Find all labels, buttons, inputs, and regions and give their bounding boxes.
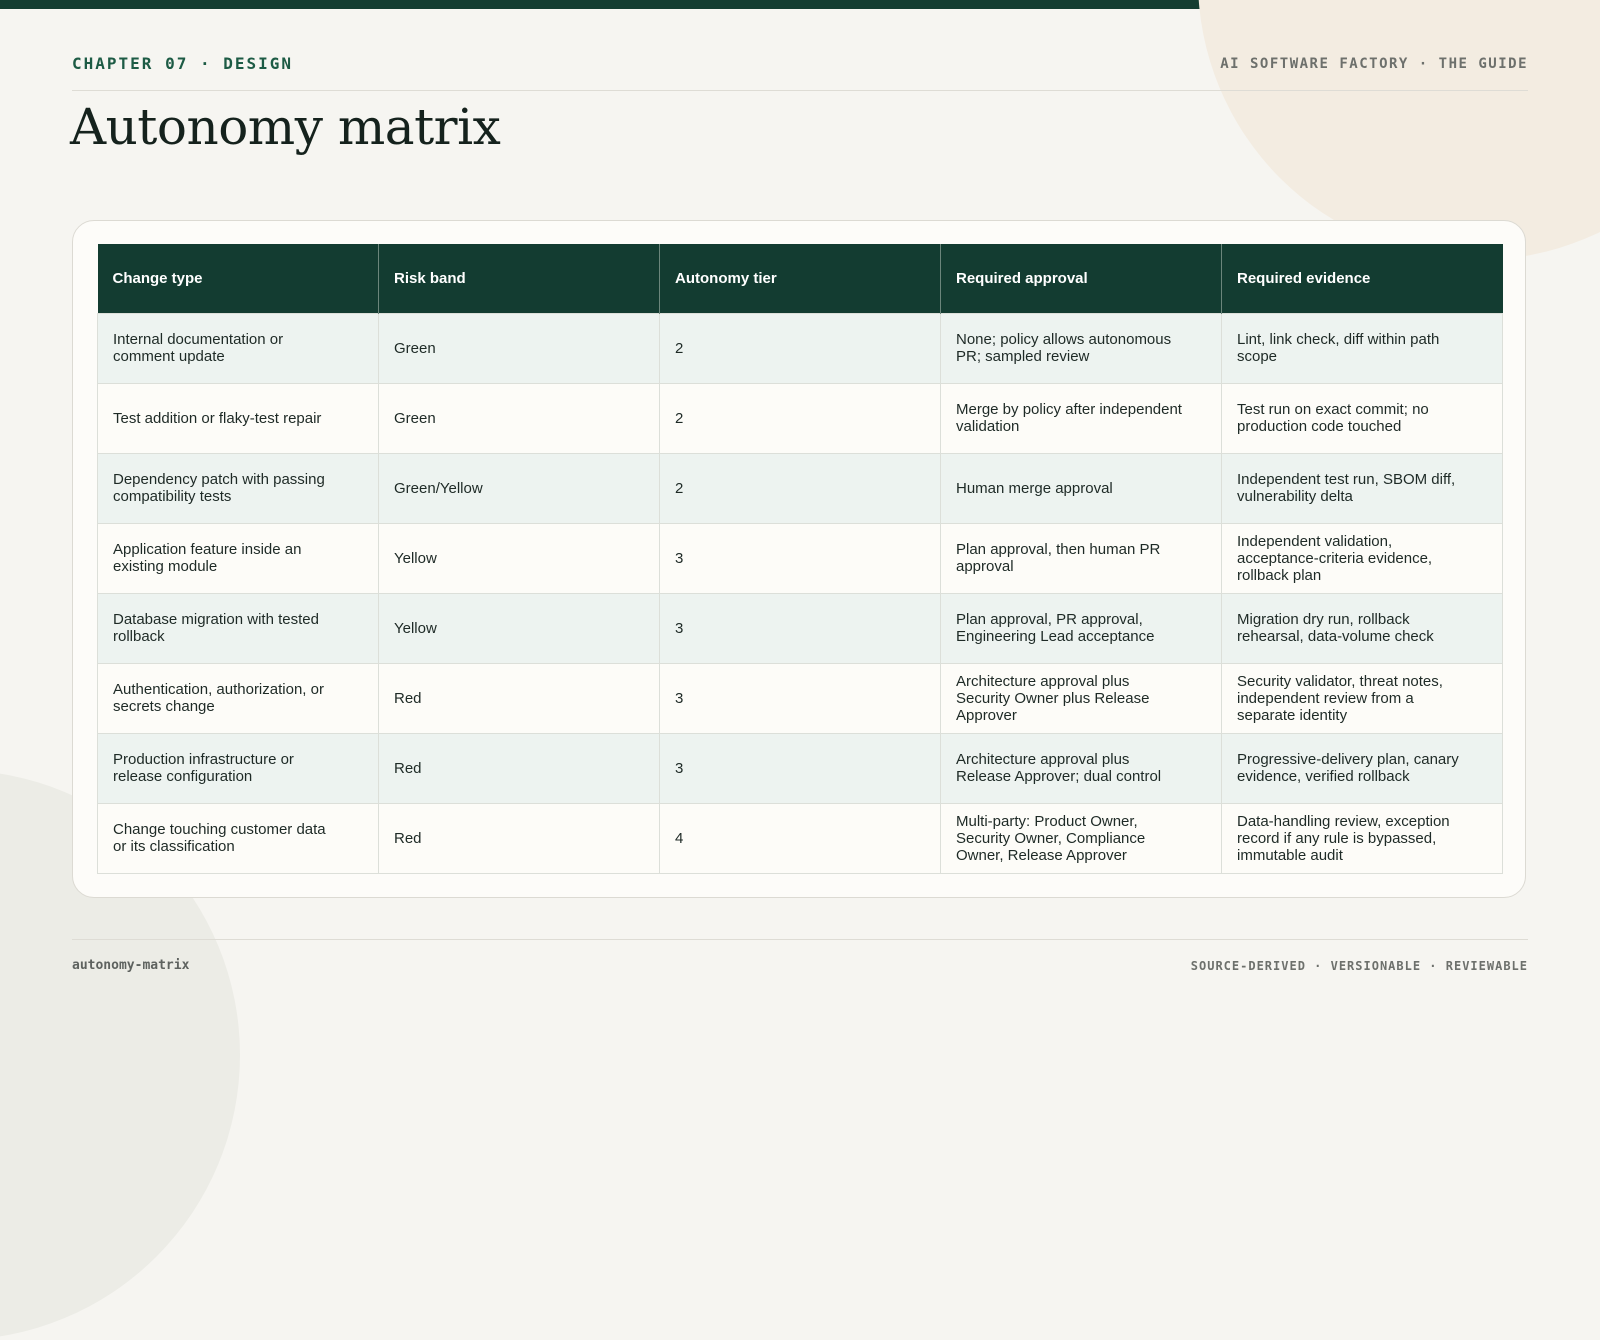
cell-text: Database migration with tested rollback: [113, 611, 319, 645]
cell-required-approval: [941, 523, 1222, 593]
cell-text: Progressive-delivery plan, canary evidence, verified rollback: [1237, 751, 1459, 785]
cell-autonomy-tier: [660, 313, 941, 383]
cell-text: Independent validation, acceptance-criteria evidence, rollback plan: [1237, 532, 1433, 584]
cell-text: Human merge approval: [956, 479, 1113, 497]
cell-text: 2: [675, 339, 684, 357]
column-header-change-type: Change type: [98, 244, 379, 313]
cell-text: Yellow: [394, 619, 437, 637]
cell-text: Green/Yellow: [394, 479, 483, 497]
autonomy-matrix-table: [97, 244, 1503, 874]
cell-required-evidence: [1222, 313, 1503, 383]
cell-autonomy-tier: [660, 523, 941, 593]
cell-required-evidence: [1222, 803, 1503, 873]
table-row: [98, 803, 1503, 873]
cell-text: Yellow: [394, 549, 437, 567]
header-divider: [72, 90, 1528, 91]
column-header-required-evidence: Required evidence: [1222, 244, 1503, 313]
cell-text: Green: [394, 339, 436, 357]
cell-autonomy-tier: [660, 383, 941, 453]
cell-change-type: [98, 383, 379, 453]
cell-risk-band: [379, 663, 660, 733]
cell-text: Architecture approval plus Security Owner plus Release Approver: [956, 672, 1150, 724]
cell-required-approval: [941, 733, 1222, 803]
cell-required-evidence: [1222, 663, 1503, 733]
page-title: Autonomy matrix: [70, 98, 501, 156]
cell-text: 3: [675, 549, 684, 567]
cell-risk-band: [379, 383, 660, 453]
cell-text: 3: [675, 619, 684, 637]
cell-text: Data-handling review, exception record if any rule is bypassed, immutable audit: [1237, 812, 1450, 864]
cell-text: 4: [675, 829, 684, 847]
cell-required-evidence: [1222, 523, 1503, 593]
cell-autonomy-tier: [660, 733, 941, 803]
cell-text: 3: [675, 689, 684, 707]
cell-required-approval: [941, 383, 1222, 453]
table-row: [98, 593, 1503, 663]
cell-change-type: [98, 733, 379, 803]
cell-text: Red: [394, 829, 422, 847]
cell-text: Green: [394, 409, 436, 427]
cell-text: 3: [675, 759, 684, 777]
cell-required-evidence: [1222, 453, 1503, 523]
column-header-autonomy-tier: Autonomy tier: [660, 244, 941, 313]
table-row: [98, 383, 1503, 453]
cell-required-evidence: [1222, 593, 1503, 663]
cell-change-type: [98, 313, 379, 383]
cell-required-approval: [941, 803, 1222, 873]
cell-text: None; policy allows autonomous PR; sampled review: [956, 331, 1172, 365]
cell-text: Internal documentation or comment update: [113, 331, 284, 365]
cell-text: Production infrastructure or release configuration: [113, 751, 294, 785]
cell-required-approval: [941, 313, 1222, 383]
cell-text: Authentication, authorization, or secrets change: [113, 681, 324, 715]
cell-risk-band: [379, 523, 660, 593]
cell-required-approval: [941, 663, 1222, 733]
cell-text: Plan approval, PR approval, Engineering Lead acceptance: [956, 611, 1155, 645]
cell-text: Lint, link check, diff within path scope: [1237, 331, 1440, 365]
table-row: [98, 663, 1503, 733]
cell-text: Red: [394, 689, 422, 707]
table-row: [98, 733, 1503, 803]
cell-text: Independent test run, SBOM diff, vulnerability delta: [1237, 471, 1456, 505]
cell-change-type: [98, 803, 379, 873]
cell-text: Test run on exact commit; no production code touched: [1237, 401, 1429, 435]
cell-text: Architecture approval plus Release Approver; dual control: [956, 751, 1162, 785]
cell-text: Migration dry run, rollback rehearsal, data-volume check: [1237, 611, 1434, 645]
cell-text: Plan approval, then human PR approval: [956, 541, 1161, 575]
column-header-risk-band: Risk band: [379, 244, 660, 313]
guide-brand: AI SOFTWARE FACTORY · THE GUIDE: [1220, 56, 1528, 72]
cell-autonomy-tier: [660, 803, 941, 873]
cell-autonomy-tier: [660, 593, 941, 663]
footer-divider: [72, 939, 1528, 940]
cell-required-approval: [941, 593, 1222, 663]
cell-text: Dependency patch with passing compatibility tests: [113, 471, 325, 505]
cell-risk-band: [379, 593, 660, 663]
cell-change-type: [98, 523, 379, 593]
cell-text: Test addition or flaky-test repair: [113, 409, 322, 427]
table-row: [98, 313, 1503, 383]
cell-autonomy-tier: [660, 453, 941, 523]
cell-risk-band: [379, 313, 660, 383]
cell-autonomy-tier: [660, 663, 941, 733]
column-header-required-approval: Required approval: [941, 244, 1222, 313]
cell-text: Multi-party: Product Owner, Security Owner, Compliance Owner, Release Approver: [956, 812, 1146, 864]
page-slug: autonomy-matrix: [72, 958, 190, 973]
cell-text: 2: [675, 409, 684, 427]
footer-tagline: SOURCE-DERIVED · VERSIONABLE · REVIEWABLE: [1190, 959, 1528, 973]
cell-text: Change touching customer data or its classification: [113, 821, 326, 855]
cell-text: Merge by policy after independent validation: [956, 401, 1182, 435]
table-row: [98, 453, 1503, 523]
cell-required-approval: [941, 453, 1222, 523]
cell-risk-band: [379, 733, 660, 803]
cell-risk-band: [379, 803, 660, 873]
cell-risk-band: [379, 453, 660, 523]
cell-change-type: [98, 593, 379, 663]
cell-required-evidence: [1222, 733, 1503, 803]
cell-required-evidence: [1222, 383, 1503, 453]
cell-text: Red: [394, 759, 422, 777]
cell-text: Security validator, threat notes, independent review from a separate identity: [1237, 672, 1443, 724]
cell-text: Application feature inside an existing module: [113, 541, 302, 575]
cell-text: 2: [675, 479, 684, 497]
cell-change-type: [98, 453, 379, 523]
table-row: [98, 523, 1503, 593]
chapter-kicker: CHAPTER 07 · DESIGN: [72, 54, 294, 73]
cell-change-type: [98, 663, 379, 733]
table-header-row: [98, 244, 1503, 313]
